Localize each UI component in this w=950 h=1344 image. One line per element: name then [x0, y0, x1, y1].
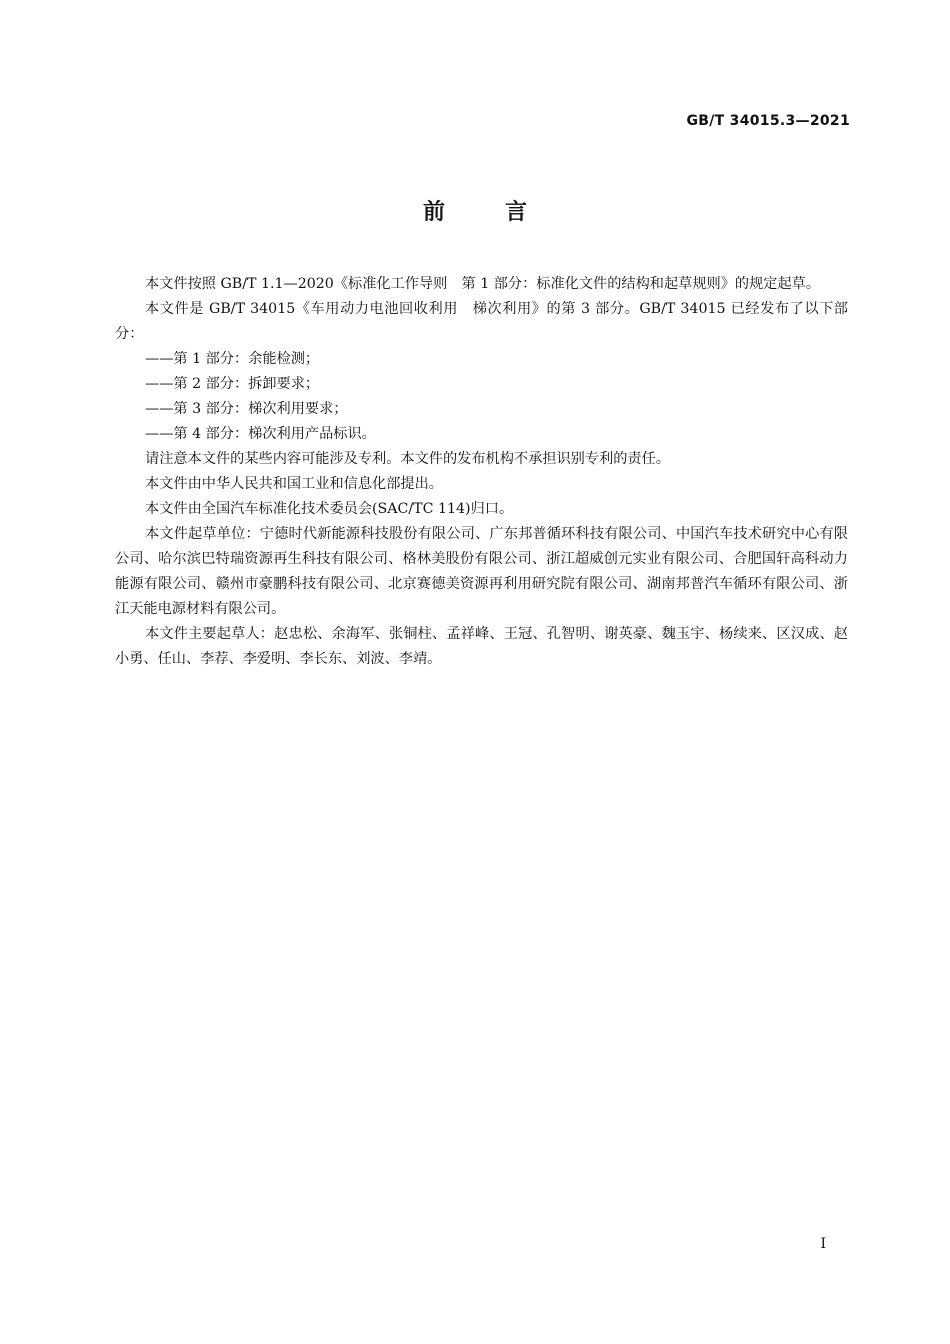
list-item-part-1: ——第 1 部分：余能检测；	[145, 351, 320, 367]
page-title: 前言	[422, 200, 587, 225]
list-item-part-4: ——第 4 部分：梯次利用产品标识。	[145, 426, 376, 442]
document-body	[115, 272, 848, 672]
paragraph-drafting-rules: 本文件按照 GB/T 1.1—2020《标准化工作导则 第 1 部分：标准化文件的结构和起草规则》的规定起草。	[145, 276, 821, 292]
list-item-part-3: ——第 3 部分：梯次利用要求；	[145, 401, 348, 417]
paragraph-patent-notice: 请注意本文件的某些内容可能涉及专利。本文件的发布机构不承担识别专利的责任。	[145, 451, 670, 467]
paragraph-committee: 本文件由全国汽车标准化技术委员会(SAC/TC 114)归口。	[145, 501, 514, 517]
paragraph-drafters: 本文件主要起草人：赵忠松、余海军、张铜柱、孟祥峰、王冠、孔智明、谢英豪、魏玉宇、杨续来、区汉成、赵小勇、任山、李荐、李爱明、李长东、刘波、李靖。	[115, 626, 848, 667]
standard-number: GB/T 34015.3—2021	[686, 113, 850, 129]
list-item-part-2: ——第 2 部分：拆卸要求；	[145, 376, 320, 392]
page-number: I	[820, 1236, 826, 1252]
paragraph-series-intro: 本文件是 GB/T 34015《车用动力电池回收利用 梯次利用》的第 3 部分。GB/T 34015 已经发布了以下部分：	[115, 301, 848, 342]
paragraph-proposer: 本文件由中华人民共和国工业和信息化部提出。	[145, 476, 443, 492]
paragraph-drafting-units: 本文件起草单位：宁德时代新能源科技股份有限公司、广东邦普循环科技有限公司、中国汽车技术研究中心有限公司、哈尔滨巴特瑞资源再生科技有限公司、格林美股份有限公司、浙江超威创元实业有限公司、合肥国轩高科动力能源有限公司、赣州市豪鹏科技有限公司、北京赛德美资源再利用研究院有限公司、湖南邦普汽车循环有限公司、浙江天能电源材料有限公司。	[115, 526, 848, 617]
